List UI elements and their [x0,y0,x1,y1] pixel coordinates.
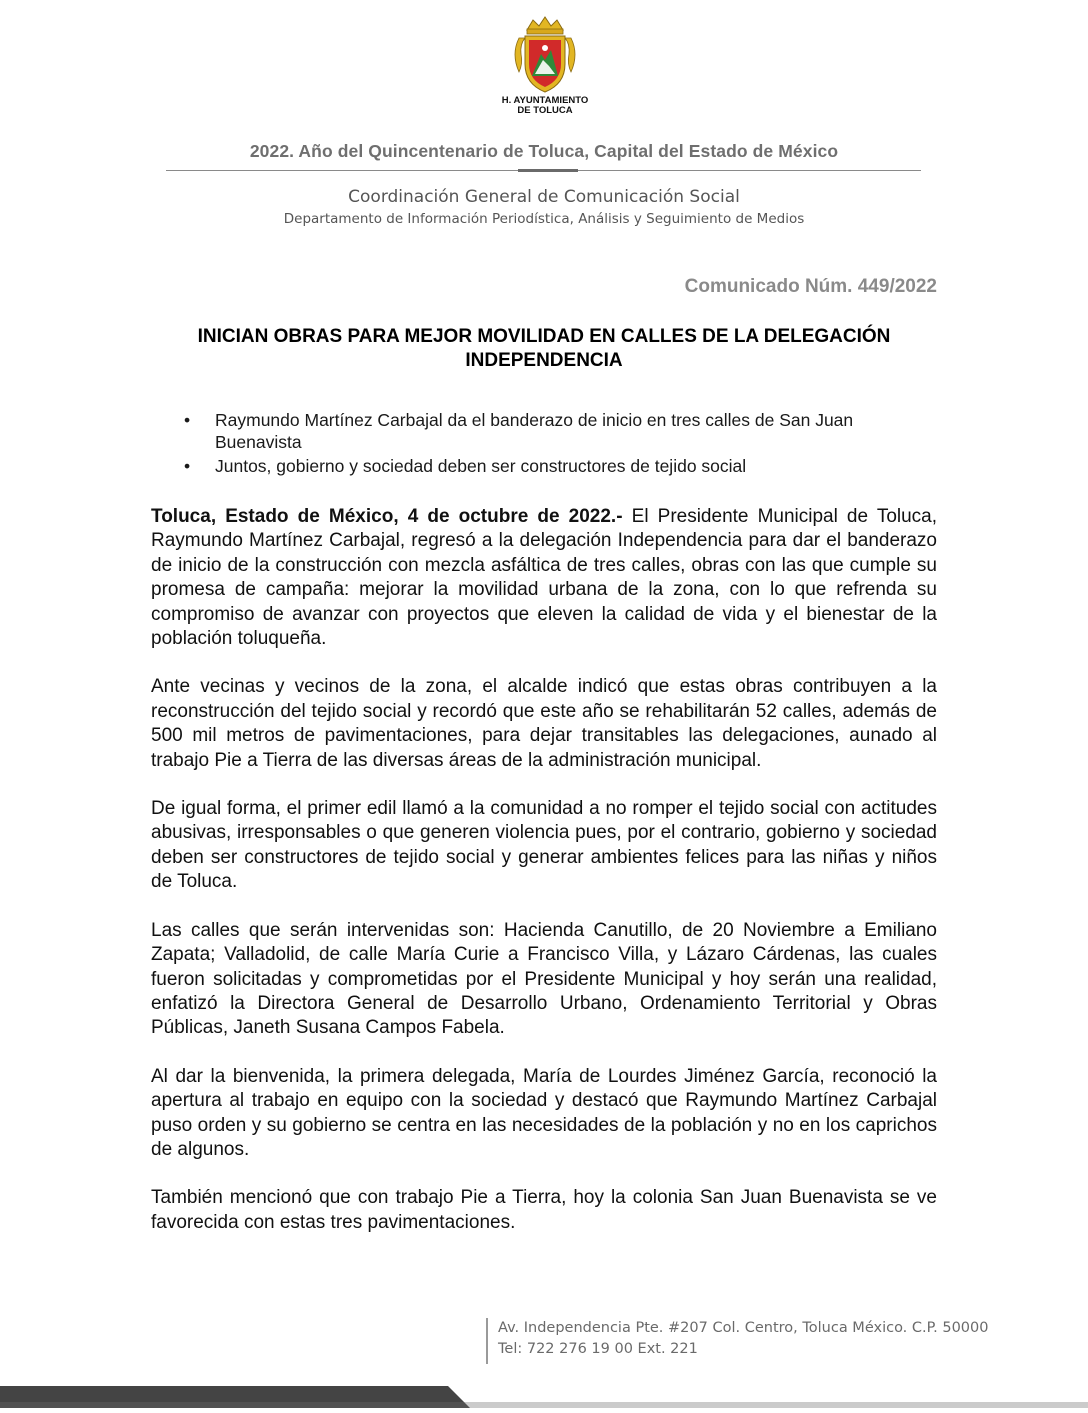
logo-caption-line1: H. AYUNTAMIENTO [501,95,589,106]
body-paragraph [151,505,937,651]
summary-bullet-list [184,409,944,479]
footer-address: Av. Independencia Pte. #207 Col. Centro, Toluca México. C.P. 50000 [498,1320,989,1336]
body-paragraph: También mencionó que con trabajo Pie a Tierra, hoy la colonia San Juan Buenavista se ve favorecida con estas tres pavimentaciones. [151,1187,937,1233]
body-paragraph: Al dar la bienvenida, la primera delegada, María de Lourdes Jiménez García, reconoció la apertura al trabajo en equipo con la sociedad y destacó que Raymundo Martínez Carbajal puso orden y su gobierno se centra en las necesidades de la población y no en los caprichos de algunos. [151,1065,937,1160]
header-divider-accent [518,169,578,172]
press-release-body [151,505,937,1259]
footer-divider [486,1318,488,1364]
bullet-icon: • [184,410,191,430]
toluca-coat-of-arms-icon [505,14,585,94]
list-item [184,455,944,477]
department-title: Coordinación General de Comunicación Social [348,187,740,207]
institutional-motto: 2022. Año del Quincentenario de Toluca, Capital del Estado de México [249,141,839,161]
press-release-headline: INICIAN OBRAS PARA MEJOR MOVILIDAD EN CALLES DE LA DELEGACIÓN INDEPENDENCIA [197,326,891,371]
body-paragraph: Ante vecinas y vecinos de la zona, el alcalde indicó que estas obras contribuyen a la reconstrucción del tejido social y recordó que este año se rehabilitarán 52 calles, además de 500 mil metros de pavimentaciones, para dejar transitables las delegaciones, aunado al trabajo Pie a Tierra de las diversas áreas de la administración municipal. [151,676,937,771]
paragraph-text: El Presidente Municipal de Toluca, Raymundo Martínez Carbajal, regresó a la delegación Independencia para dar el banderazo de inicio de la construcción con mezcla asfáltica de tres calles, obras con las que cumple su promesa de campaña: mejorar la movilidad urbana de la zona, con lo que refrenda su compromiso de avanzar con proyectos que eleven la calidad de vida y el bienestar de la población toluqueña. [151,506,938,650]
department-subtitle: Departamento de Información Periodística, Análisis y Seguimiento de Medios [283,211,805,227]
bullet-icon: • [184,456,191,476]
bullet-text: Juntos, gobierno y sociedad deben ser constructores de tejido social [215,456,747,476]
footer-band [0,1382,1088,1408]
list-item [184,409,944,453]
logo-caption-line2: DE TOLUCA [517,105,573,116]
release-number: Comunicado Núm. 449/2022 [684,276,937,297]
dateline: Toluca, Estado de México, 4 de octubre de 2022.- [151,506,623,527]
logo-caption [470,96,620,116]
body-paragraph: Las calles que serán intervenidas son: Hacienda Canutillo, de 20 Noviembre a Emiliano Zapata; Valladolid, de calle María Curie a Francisco Villa, y Lázaro Cárdenas, las cuales fueron solicitadas y comprometidas por el Presidente Municipal y hoy serán una realidad, enfatizó la Directora General de Desarrollo Urbano, Ordenamiento Territorial y Obras Públicas, Janeth Susana Campos Fabela. [151,919,937,1039]
body-paragraph: De igual forma, el primer edil llamó a la comunidad a no romper el tejido social con actitudes abusivas, irresponsables o que generen violencia pues, por el contrario, gobierno y sociedad deben ser constructores de tejido social y generar ambientes felices para las niñas y niños de Toluca. [151,798,937,893]
bullet-text: Raymundo Martínez Carbajal da el banderazo de inicio en tres calles de San Juan Buenavista [215,410,854,452]
footer-phone: Tel: 722 276 19 00 Ext. 221 [498,1341,698,1357]
